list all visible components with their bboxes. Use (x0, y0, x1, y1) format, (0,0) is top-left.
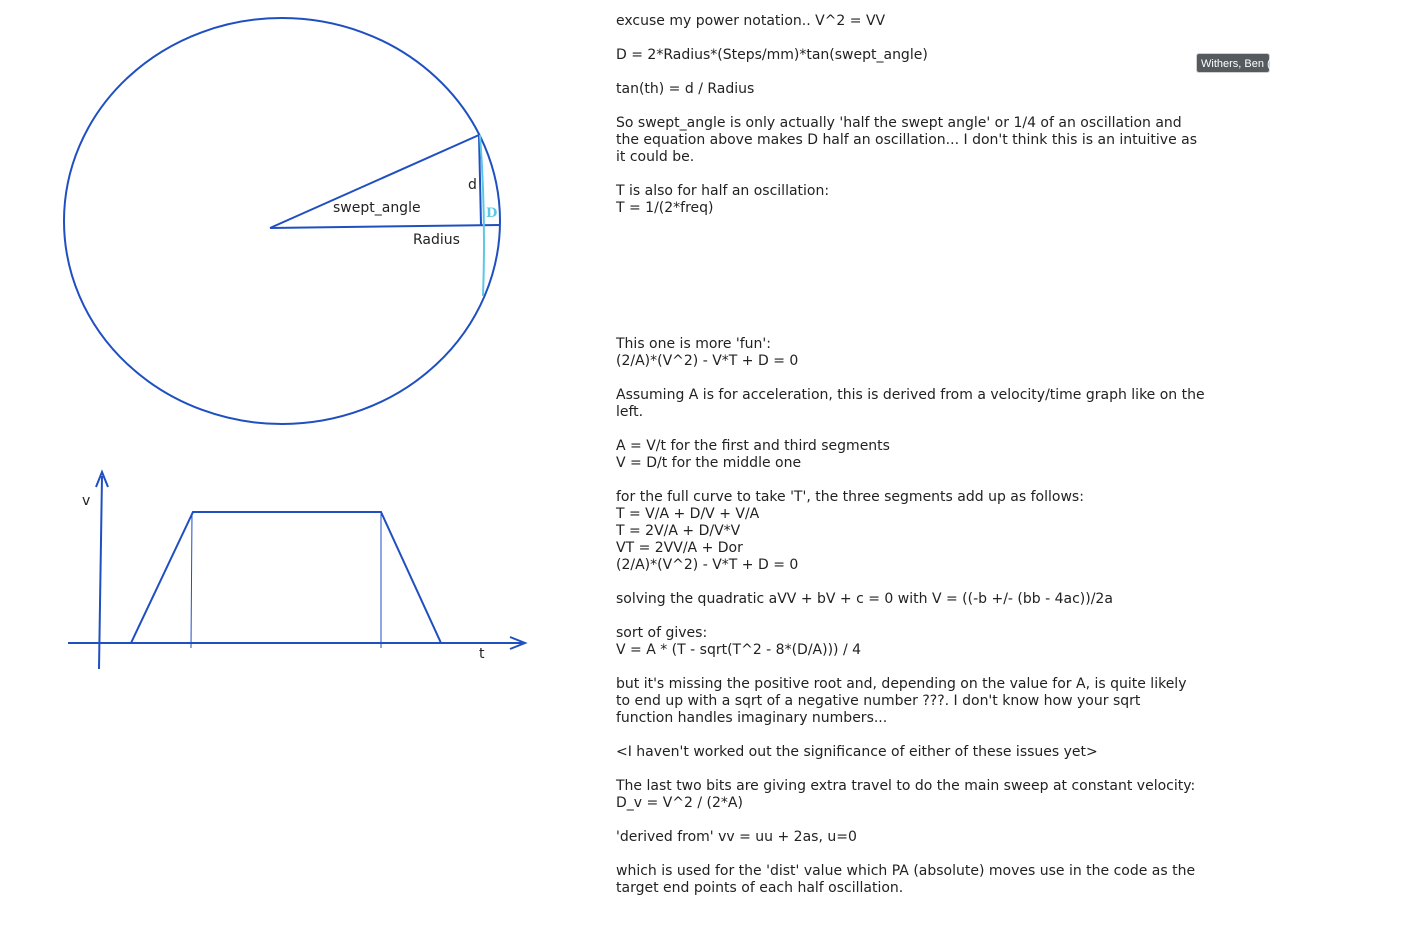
note-line (616, 30, 1216, 47)
note-line (616, 608, 1216, 625)
big-d-label: D (486, 206, 498, 221)
note-line: Assuming A is for acceleration, this is derived from a velocity/time graph like on the (616, 387, 1205, 403)
note-line: <I haven't worked out the significance of either of these issues yet> (616, 744, 1098, 760)
note-line: The last two bits are giving extra travel to do the main sweep at constant velocity: (616, 778, 1196, 794)
note-line (616, 370, 1216, 387)
radius-line (270, 225, 500, 228)
note-line: T is also for half an oscillation: (616, 183, 830, 199)
note-line: (2/A)*(V^2) - V*T + D = 0 (616, 353, 799, 369)
note-line: A = V/t for the first and third segments (616, 438, 890, 454)
note-line: but it's missing the positive root and, depending on the value for A, is quite likely (616, 676, 1187, 692)
note-line: the equation above makes D half an oscillation... I don't think this is an intuitive as (616, 132, 1198, 148)
angle-label: swept_angle (333, 200, 421, 216)
hand-drawn-diagram (0, 0, 560, 935)
note-line: (2/A)*(V^2) - V*T + D = 0 (616, 557, 799, 573)
note-line: T = V/A + D/V + V/A (616, 506, 760, 522)
note-line: T = 2V/A + D/V*V (616, 523, 741, 539)
circle-sketch (64, 18, 500, 424)
note-line (616, 421, 1216, 438)
note-line: This one is more 'fun': (616, 336, 771, 352)
notes-text (616, 13, 1216, 897)
note-line: function handles imaginary numbers... (616, 710, 888, 726)
note-line: D = 2*Radius*(Steps/mm)*tan(swept_angle) (616, 47, 928, 63)
circle-outline (64, 18, 500, 424)
note-line (616, 64, 1216, 81)
note-line (616, 166, 1216, 183)
note-line: D_v = V^2 / (2*A) (616, 795, 743, 811)
note-line (616, 727, 1216, 744)
note-line: for the full curve to take 'T', the three segments add up as follows: (616, 489, 1084, 505)
notes-group-tan (616, 13, 1216, 217)
y-axis (99, 476, 102, 669)
note-line (616, 812, 1216, 829)
note-line: sort of gives: (616, 625, 708, 641)
note-line: 'derived from' vv = uu + 2as, u=0 (616, 829, 857, 845)
note-line (616, 472, 1216, 489)
note-line: it could be. (616, 149, 695, 165)
note-line: which is used for the 'dist' value which PA (absolute) moves use in the code as the (616, 863, 1196, 879)
velocity-profile (131, 512, 441, 643)
note-line: to end up with a sqrt of a negative number ???. I don't know how your sqrt (616, 693, 1141, 709)
note-line: T = 1/(2*freq) (616, 200, 714, 216)
note-line: V = D/t for the middle one (616, 455, 802, 471)
y-axis-label: v (82, 493, 91, 509)
note-line: target end points of each half oscillation. (616, 880, 904, 896)
velocity-time-graph (68, 472, 525, 669)
x-axis-label: t (479, 646, 485, 662)
notes-group-quadratic (616, 336, 1216, 897)
note-line: tan(th) = d / Radius (616, 81, 755, 97)
note-line: V = A * (T - sqrt(T^2 - 8*(D/A))) / 4 (616, 642, 862, 658)
radius-label: Radius (413, 232, 460, 248)
note-line (616, 846, 1216, 863)
author-tag[interactable]: Withers, Ben (... (1196, 53, 1270, 73)
small-d-label: d (468, 177, 477, 193)
note-line: VT = 2VV/A + Dor (616, 540, 743, 556)
note-line (616, 761, 1216, 778)
notes-spacer (616, 217, 1216, 336)
note-line: So swept_angle is only actually 'half the swept angle' or 1/4 of an oscillation and (616, 115, 1182, 131)
segment-divider-left (191, 513, 192, 648)
note-line (616, 659, 1216, 676)
note-line: excuse my power notation.. V^2 = VV (616, 13, 886, 29)
note-line: solving the quadratic aVV + bV + c = 0 with V = ((-b +/- (bb - 4ac))/2a (616, 591, 1113, 607)
note-line (616, 98, 1216, 115)
note-line (616, 574, 1216, 591)
note-line: left. (616, 404, 644, 420)
